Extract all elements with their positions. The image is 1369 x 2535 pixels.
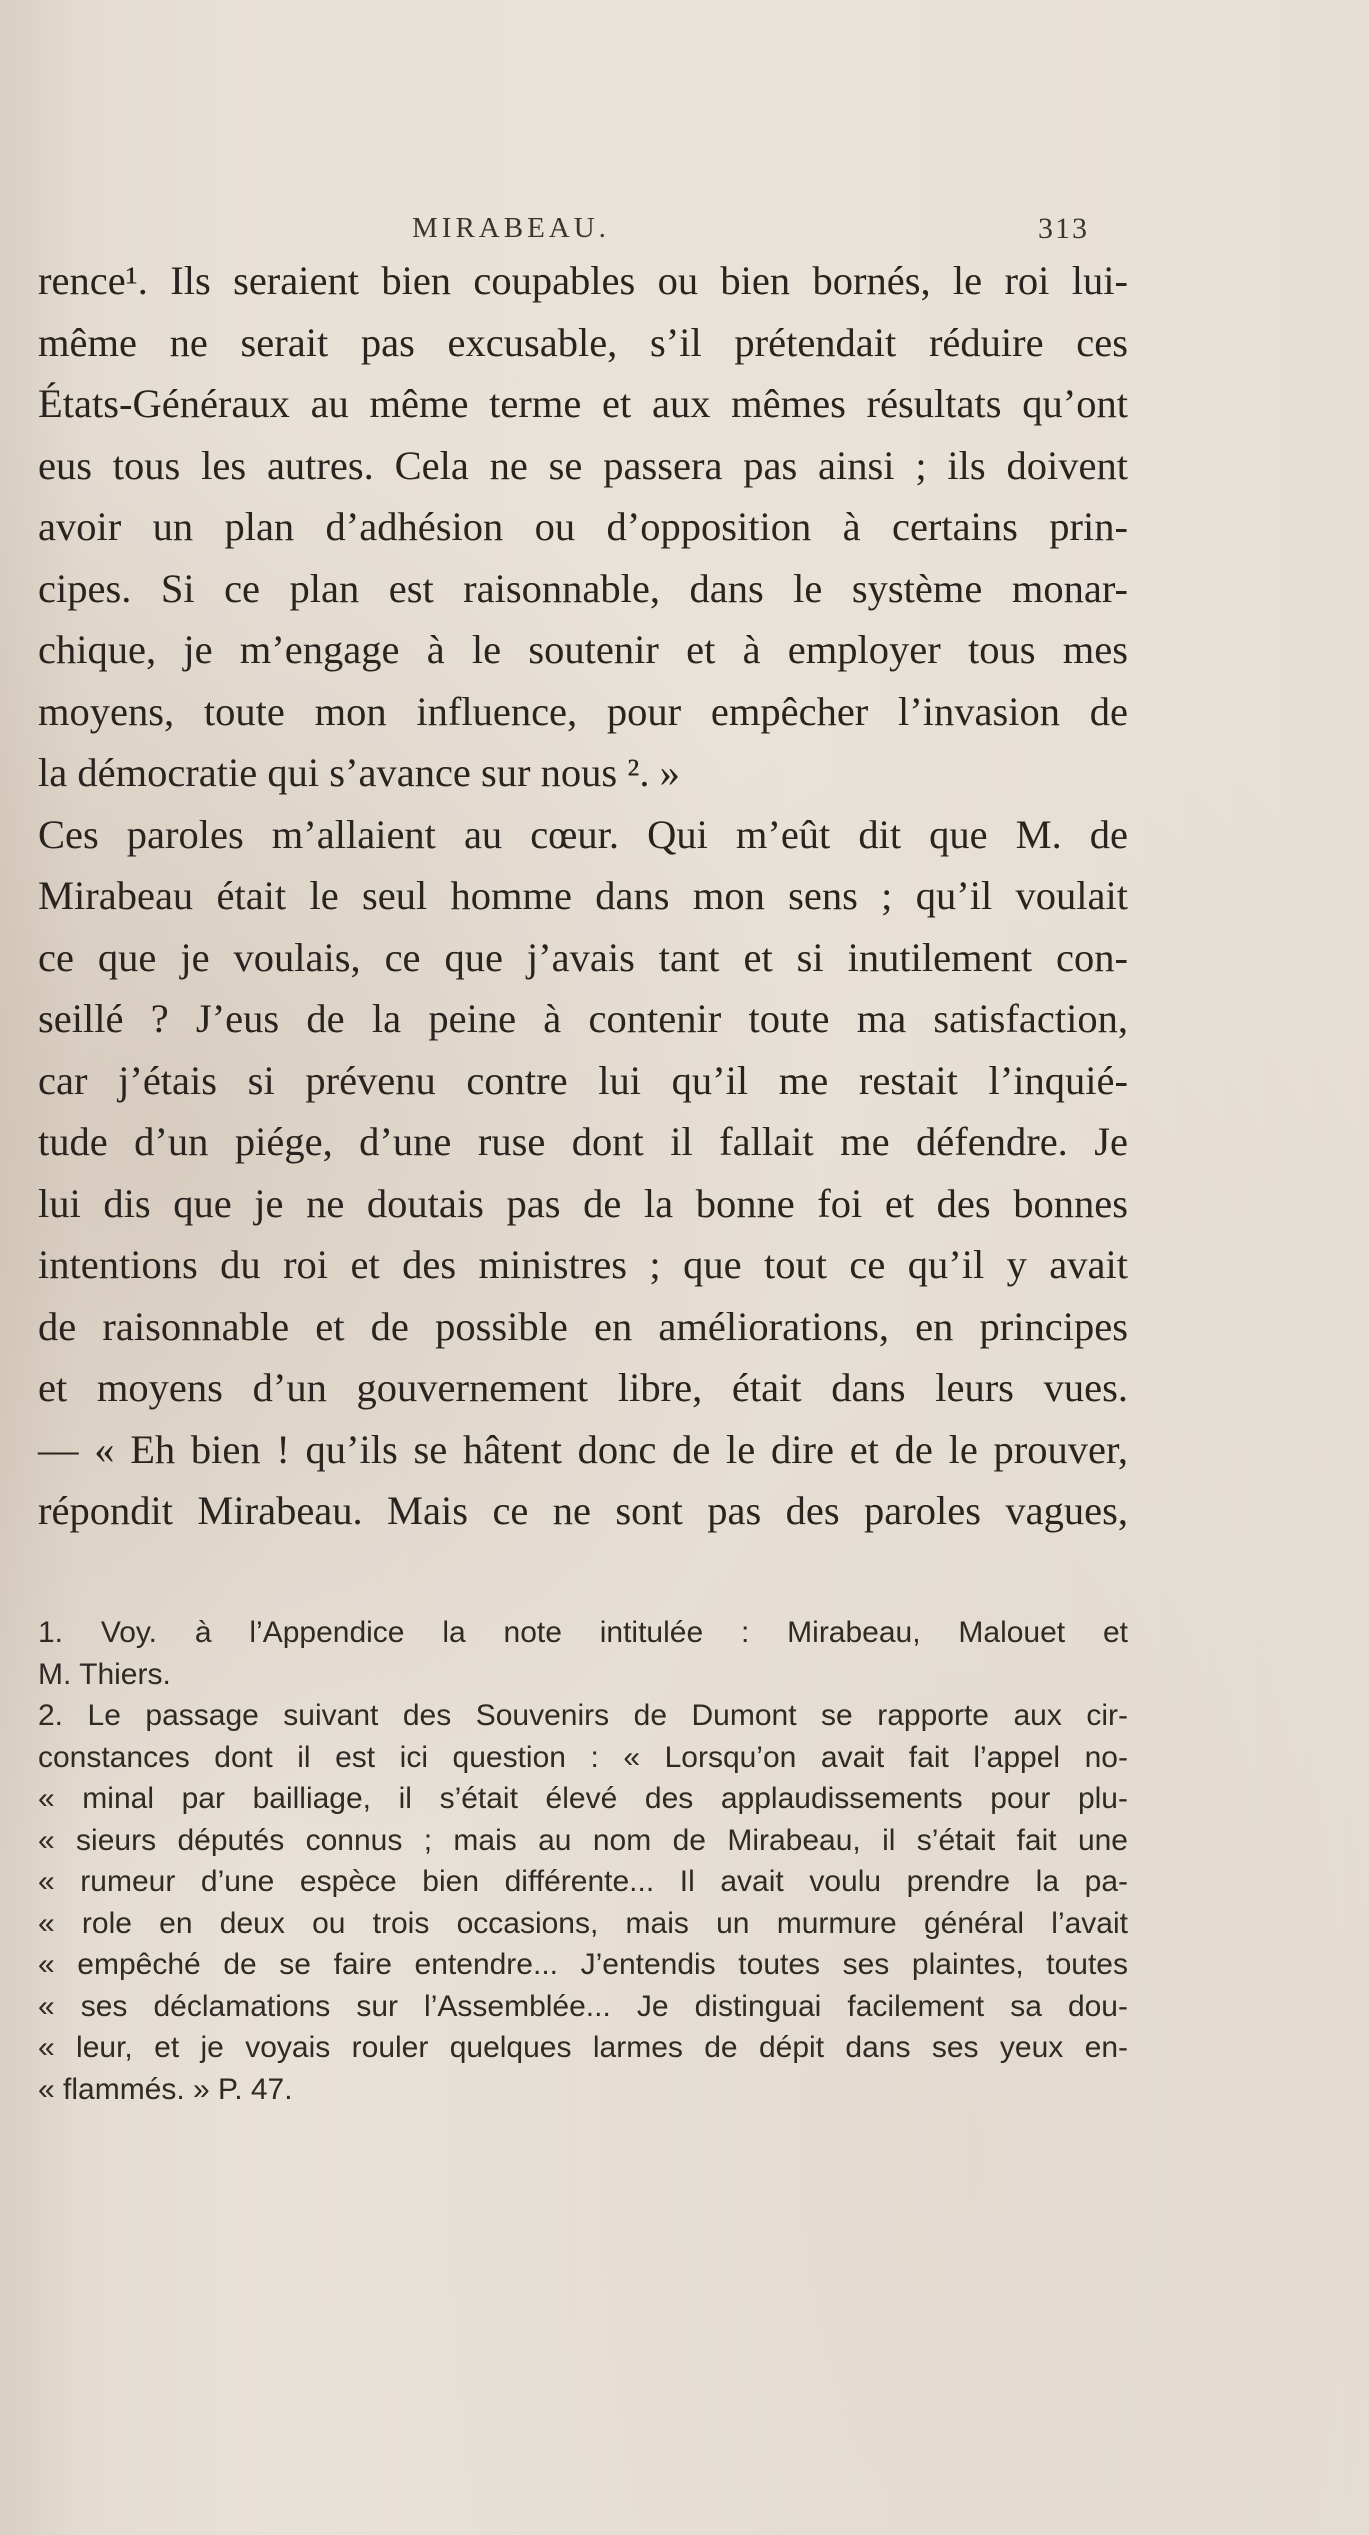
footnote-line: « empêché de se faire entendre... J’entendis toutes ses plaintes, toutes: [38, 1948, 1128, 1981]
text-line: avoir un plan d’adhésion ou d’opposition à certains prin-: [38, 504, 1128, 549]
footnote-line: 1. Voy. à l’Appendice la note intitulée : Mirabeau, Malouet et: [38, 1616, 1128, 1649]
text-line: seillé ? J’eus de la peine à contenir toute ma satisfaction,: [38, 996, 1128, 1041]
text-line: et moyens d’un gouvernement libre, était dans leurs vues.: [38, 1365, 1128, 1410]
text-line: ce que je voulais, ce que j’avais tant et si inutilement con-: [38, 934, 1128, 980]
text-line: cipes. Si ce plan est raisonnable, dans le système monar-: [38, 565, 1128, 611]
footnote-line: « flammés. » P. 47.: [38, 2072, 293, 2106]
text-line: car j’étais si prévenu contre lui qu’il me restait l’inquié-: [38, 1057, 1128, 1103]
footnote-line: M. Thiers.: [38, 1657, 171, 1691]
text-line: eus tous les autres. Cela ne se passera pas ainsi ; ils doivent: [38, 442, 1128, 488]
text-line: lui dis que je ne doutais pas de la bonne foi et des bonnes: [38, 1180, 1128, 1226]
running-title: MIRABEAU.: [412, 212, 610, 244]
text-line: même ne serait pas excusable, s’il prétendait réduire ces: [38, 319, 1128, 365]
footnote-line: « sieurs députés connus ; mais au nom de Mirabeau, il s’était fait une: [38, 1823, 1128, 1857]
footnotes: [38, 1612, 1128, 2110]
text-line: Mirabeau était le seul homme dans mon sens ; qu’il voulait: [38, 873, 1128, 918]
text-line: intentions du roi et des ministres ; que tout ce qu’il y avait: [38, 1242, 1128, 1287]
text-line: répondit Mirabeau. Mais ce ne sont pas des paroles vagues,: [38, 1488, 1128, 1533]
text-line: — « Eh bien ! qu’ils se hâtent donc de le dire et de le prouver,: [38, 1426, 1128, 1472]
page-number: 313: [1038, 212, 1089, 245]
text-line: moyens, toute mon influence, pour empêcher l’invasion de: [38, 688, 1128, 734]
text-line: États-Généraux au même terme et aux mêmes résultats qu’ont: [38, 381, 1128, 426]
text-line: rence¹. Ils seraient bien coupables ou bien bornés, le roi lui-: [38, 258, 1128, 303]
footnote-line: « rumeur d’une espèce bien différente... Il avait voulu prendre la pa-: [38, 1865, 1128, 1898]
text-line: tude d’un piége, d’une ruse dont il fallait me défendre. Je: [38, 1119, 1128, 1164]
text-line: Ces paroles m’allaient au cœur. Qui m’eût dit que M. de: [38, 811, 1128, 857]
footnote-line: « minal par bailliage, il s’était élevé des applaudissements pour plu-: [38, 1782, 1128, 1815]
text-line: de raisonnable et de possible en améliorations, en principes: [38, 1303, 1128, 1349]
text-line: chique, je m’engage à le soutenir et à employer tous mes: [38, 627, 1128, 672]
footnote-line: « leur, et je voyais rouler quelques larmes de dépit dans ses yeux en-: [38, 2031, 1128, 2064]
body-text: [38, 250, 1128, 1542]
text-line: la démocratie qui s’avance sur nous ². »: [38, 750, 680, 795]
footnote-line: constances dont il est ici question : « Lorsqu’on avait fait l’appel no-: [38, 1740, 1128, 1774]
footnote-line: « ses déclamations sur l’Assemblée... Je distinguai facilement sa dou-: [38, 1989, 1128, 2023]
footnote-line: 2. Le passage suivant des Souvenirs de Dumont se rapporte aux cir-: [38, 1699, 1128, 1732]
footnote-line: « role en deux ou trois occasions, mais un murmure général l’avait: [38, 1906, 1128, 1940]
